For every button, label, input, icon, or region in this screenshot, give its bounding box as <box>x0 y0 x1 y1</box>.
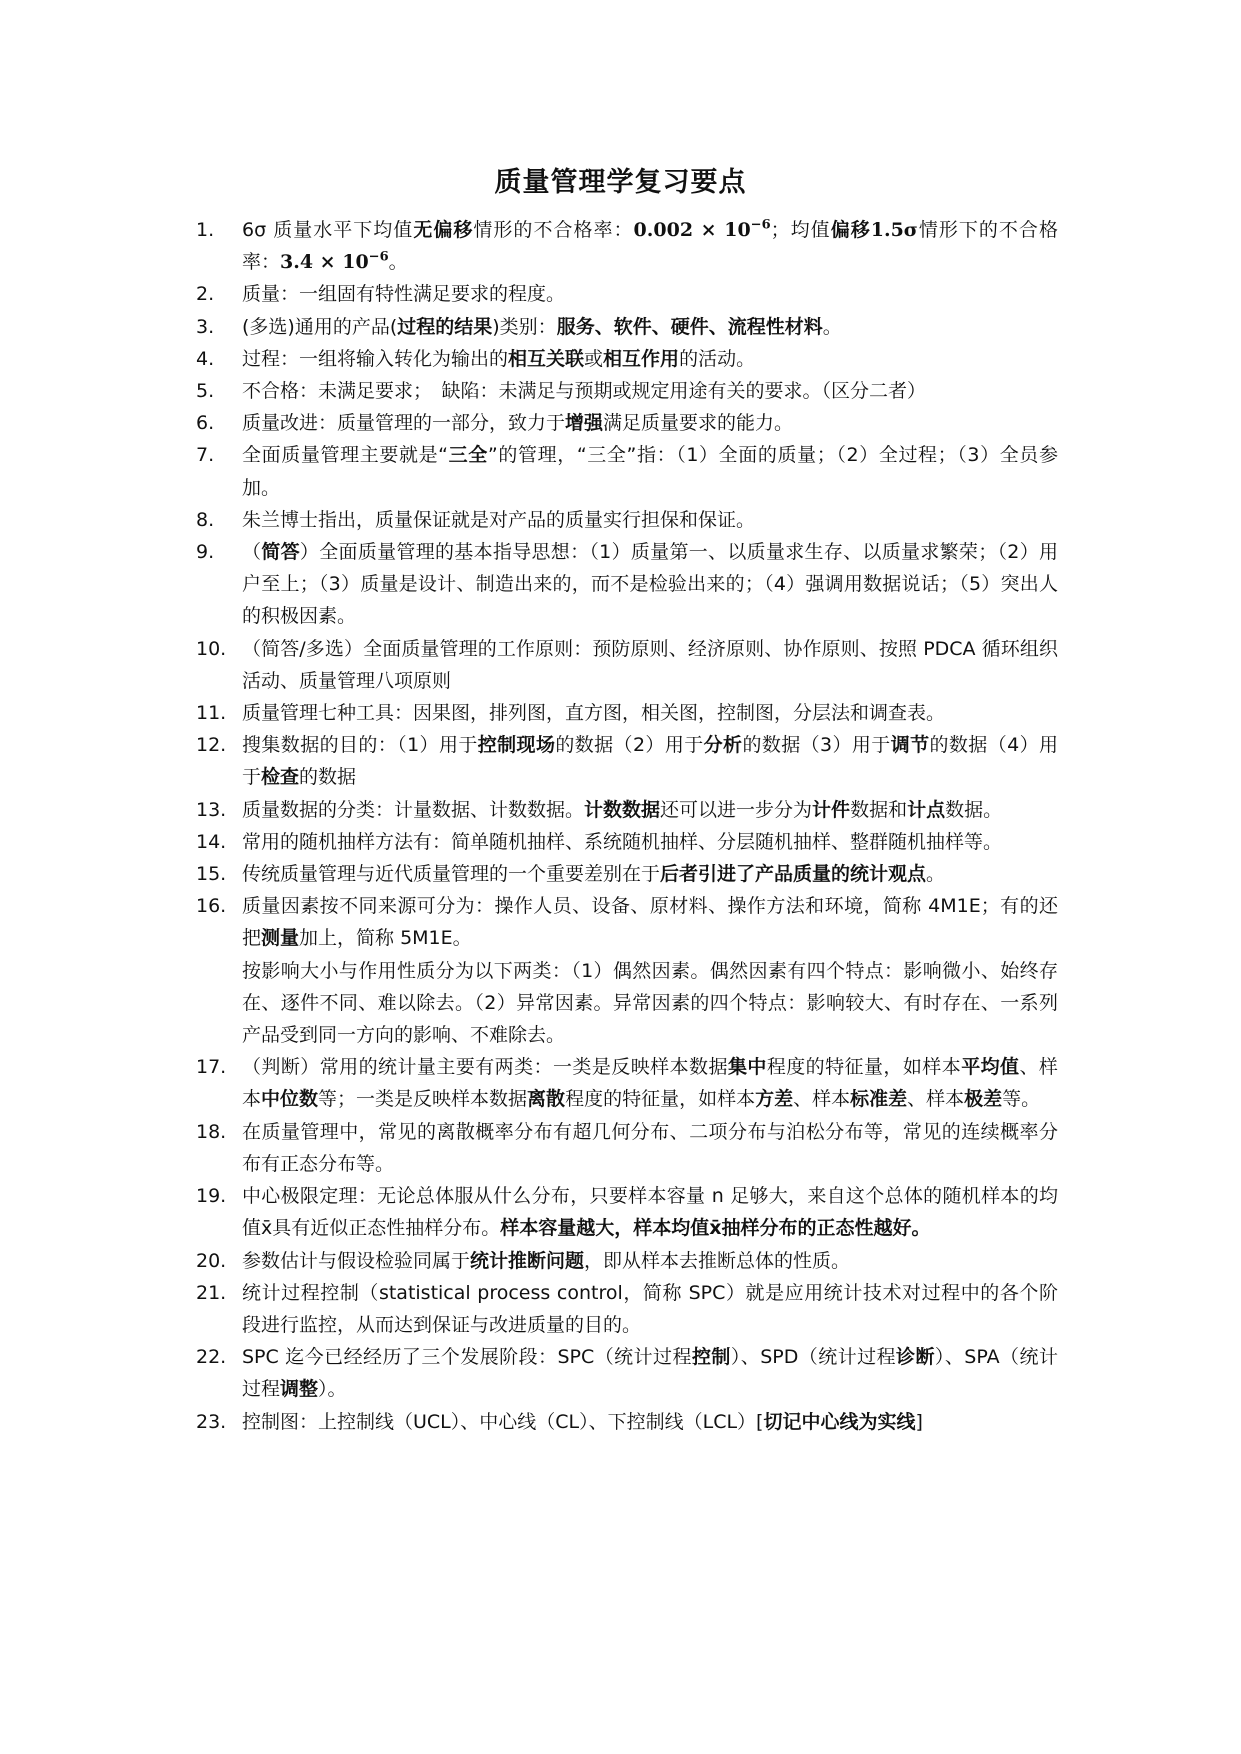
item-number: 2. <box>196 283 215 306</box>
item-text: ；均值 <box>770 219 831 241</box>
list-item <box>196 794 1058 826</box>
item-text: 控制图：上控制线（UCL）、中心线（CL）、下控制线（LCL）[ <box>242 1410 764 1433</box>
item-text: SPC 迄今已经经历了三个发展阶段：SPC（统计过程 <box>242 1346 692 1369</box>
item-text: 在质量管理中，常见的离散概率分布有超几何分布、二项分布与泊松分布等，常见的连续概率分布有正态分布等。 <box>242 1120 1058 1175</box>
item-number: 14. <box>196 830 227 853</box>
item-number: 4. <box>196 347 215 370</box>
item-text: 的数据（3）用于 <box>742 734 891 757</box>
emphasis-text: 方差 <box>755 1088 794 1111</box>
item-text: ] <box>915 1410 923 1433</box>
item-text: 情形下的不合格率： <box>242 219 1058 274</box>
item-text: 质量因素按不同来源可分为：操作人员、设备、原材料、操作方法和环境，简称 4M1E；有的还把 <box>242 895 1058 950</box>
item-text: 。 <box>388 251 408 274</box>
list-item <box>196 439 1058 503</box>
emphasis-text: 后者引进了产品质量的统计观点 <box>660 863 927 886</box>
item-number: 17. <box>196 1056 227 1079</box>
math-text: 0.002 × 10 <box>633 219 751 241</box>
list-item <box>196 1116 1058 1180</box>
item-text: 质量：一组固有特性满足要求的程度。 <box>242 283 566 306</box>
item-text: 加上，简称 5M1E。 <box>299 927 472 950</box>
item-text: 等。 <box>1002 1088 1041 1111</box>
emphasis-text: 统计推断问题 <box>470 1249 585 1272</box>
item-number: 22. <box>196 1346 227 1369</box>
item-text: 朱兰博士指出，质量保证就是对产品的质量实行担保和保证。 <box>242 508 756 531</box>
list-item <box>196 729 1058 793</box>
item-number: 5. <box>196 380 215 403</box>
math-text: −6 <box>368 249 389 265</box>
item-text: )类别： <box>492 315 557 338</box>
item-text: （简答/多选）全面质量管理的工作原则：预防原则、经济原则、协作原则、按照 PDCA 循环组织活动、质量管理八项原则 <box>242 637 1058 692</box>
emphasis-text: 测量 <box>261 927 300 950</box>
item-number: 16. <box>196 895 227 918</box>
item-text: 数据。 <box>945 798 1003 821</box>
emphasis-text: 计件 <box>812 798 851 821</box>
item-text: 传统质量管理与近代质量管理的一个重要差别在于 <box>242 863 661 886</box>
emphasis-text: 控制 <box>691 1346 731 1369</box>
item-number: 23. <box>196 1410 227 1433</box>
item-text: 6σ 质量水平下均值 <box>242 219 414 241</box>
emphasis-text: 相互关联 <box>508 347 585 370</box>
item-text: 的数据（4）用于 <box>242 734 1058 789</box>
item-number: 1. <box>196 219 215 241</box>
list-item <box>196 1180 1058 1244</box>
item-text: 质量管理七种工具：因果图，排列图，直方图，相关图，控制图，分层法和调查表。 <box>242 702 946 725</box>
emphasis-text: 增强 <box>565 412 604 435</box>
item-text: 不合格：未满足要求； 缺陷：未满足与预期或规定用途有关的要求。（区分二者） <box>242 380 927 403</box>
item-text: 过程：一组将输入转化为输出的 <box>242 347 509 370</box>
emphasis-text: 调节 <box>890 734 930 757</box>
emphasis-text: 服务、软件、硬件、流程性材料 <box>556 315 823 338</box>
list-item <box>196 1341 1058 1405</box>
emphasis-text: 无偏移 <box>413 219 474 241</box>
list-item <box>196 826 1058 858</box>
list-item <box>196 858 1058 890</box>
emphasis-text: 分析 <box>703 734 743 757</box>
item-text: ”的管理，“三全”指：（1）全面的质量；（2）全过程；（3）全员参加。 <box>242 444 1058 499</box>
item-text: 的数据（2）用于 <box>555 734 704 757</box>
item-text: ）全面质量管理的基本指导思想：（1）质量第一、以质量求生存、以质量求繁荣；（2）用户至上；（3）质量是设计、制造出来的，而不是检验出来的；（4）强调用数据说话；（5）突出人的积极因素。 <box>242 541 1058 628</box>
item-number: 7. <box>196 444 215 467</box>
list-item <box>196 1406 1058 1438</box>
emphasis-text: 计数数据 <box>584 798 661 821</box>
list-item <box>196 536 1058 633</box>
item-number: 9. <box>196 541 215 564</box>
item-text: 、样本 <box>242 1056 1058 1111</box>
emphasis-text: 相互作用 <box>603 347 680 370</box>
emphasis-text: 切记中心线为实线 <box>763 1410 916 1433</box>
item-text: 的活动。 <box>679 347 756 370</box>
list-item <box>196 633 1058 697</box>
list-item <box>196 1245 1058 1277</box>
item-text: 的数据 <box>299 766 357 789</box>
item-number: 6. <box>196 412 215 435</box>
list-item <box>196 311 1058 343</box>
item-text: 、样本 <box>907 1088 965 1111</box>
emphasis-text: 过程的结果 <box>397 315 493 338</box>
item-text: 程度的特征量，如样本 <box>766 1056 962 1079</box>
emphasis-text: 三全 <box>448 444 488 467</box>
item-text: （ <box>242 541 262 564</box>
emphasis-text: 计点 <box>907 798 946 821</box>
emphasis-text: 极差 <box>964 1088 1003 1111</box>
item-number: 18. <box>196 1120 227 1143</box>
item-text: 程度的特征量，如样本 <box>565 1088 756 1111</box>
item-text: 还可以进一步分为 <box>660 798 813 821</box>
item-number: 3. <box>196 315 215 338</box>
emphasis-text: 检查 <box>261 766 300 789</box>
item-text: 搜集数据的目的：（1）用于 <box>242 734 478 757</box>
item-number: 8. <box>196 508 215 531</box>
emphasis-text: 样本容量越大，样本均值x̄抽样分布的正态性越好。 <box>500 1217 931 1240</box>
list-item <box>196 407 1058 439</box>
item-text: ，即从样本去推断总体的性质。 <box>584 1249 851 1272</box>
item-text: ）、SPD（统计过程 <box>730 1346 897 1369</box>
item-text: (多选)通用的产品( <box>242 315 398 338</box>
item-text: ）、SPA（统计过程 <box>242 1346 1058 1401</box>
list-item <box>196 375 1058 407</box>
item-text: 数据和 <box>850 798 908 821</box>
item-text: 质量改进：质量管理的一部分，致力于 <box>242 412 566 435</box>
item-text: ）。 <box>318 1378 347 1401</box>
emphasis-text: 集中 <box>727 1056 767 1079</box>
item-number: 20. <box>196 1249 227 1272</box>
list-item <box>196 278 1058 310</box>
emphasis-text: 诊断 <box>896 1346 935 1369</box>
list-item <box>196 214 1058 278</box>
list-item <box>196 504 1058 536</box>
page-title: 质量管理学复习要点 <box>494 167 747 198</box>
item-text: 质量数据的分类：计量数据、计数数据。 <box>242 798 585 821</box>
emphasis-text: 标准差 <box>850 1088 908 1111</box>
math-text: −6 <box>750 217 771 233</box>
list-item <box>196 1277 1058 1341</box>
item-number: 19. <box>196 1185 227 1208</box>
list-item <box>196 890 1058 954</box>
item-text: 。 <box>926 863 946 886</box>
item-text: （判断）常用的统计量主要有两类：一类是反映样本数据 <box>242 1056 728 1079</box>
item-number: 10. <box>196 637 227 660</box>
item-text: 、样本 <box>793 1088 851 1111</box>
emphasis-text: 简答 <box>261 541 300 564</box>
item-number: 11. <box>196 702 227 725</box>
math-text: 3.4 × 10 <box>280 251 369 274</box>
item-text: 常用的随机抽样方法有：简单随机抽样、系统随机抽样、分层随机抽样、整群随机抽样等。 <box>242 830 1003 853</box>
list-item <box>196 697 1058 729</box>
item-text: 或 <box>584 347 604 370</box>
list-item <box>196 343 1058 375</box>
item-text: 全面质量管理主要就是“ <box>242 444 449 467</box>
math-text: 1.5σ <box>870 219 918 241</box>
emphasis-text: 偏移 <box>830 219 871 241</box>
list-item <box>196 1051 1058 1115</box>
item-text: 参数估计与假设检验同属于 <box>242 1249 471 1272</box>
emphasis-text: 控制现场 <box>477 734 556 757</box>
item-text: 情形的不合格率： <box>473 219 634 241</box>
emphasis-text: 中位数 <box>261 1088 319 1111</box>
emphasis-text: 离散 <box>527 1088 566 1111</box>
item-number: 13. <box>196 798 227 821</box>
item-number: 12. <box>196 734 227 757</box>
item-text: 中心极限定理：无论总体服从什么分布，只要样本容量 n 足够大，来自这个总体的随机样本的均值x̄具有近似正态性抽样分布。 <box>242 1185 1058 1240</box>
key-points-list <box>196 214 1058 1438</box>
item-number: 21. <box>196 1281 227 1304</box>
item-text: 。 <box>822 315 842 338</box>
item-continuation: 按影响大小与作用性质分为以下两类：（1）偶然因素。偶然因素有四个特点：影响微小、始终存在、逐件不同、难以除去。（2）异常因素。异常因素的四个特点：影响较大、有时存在、一系列产品受到同一方向的影响、不难除去。 <box>242 959 1058 1047</box>
emphasis-text: 平均值 <box>961 1056 1020 1079</box>
item-number: 15. <box>196 863 227 886</box>
emphasis-text: 调整 <box>280 1378 319 1401</box>
item-text: 统计过程控制（statistical process control，简称 SPC）就是应用统计技术对过程中的各个阶段进行监控，从而达到保证与改进质量的目的。 <box>242 1281 1058 1336</box>
item-text: 满足质量要求的能力。 <box>603 412 794 435</box>
item-text: 等；一类是反映样本数据 <box>318 1088 528 1111</box>
